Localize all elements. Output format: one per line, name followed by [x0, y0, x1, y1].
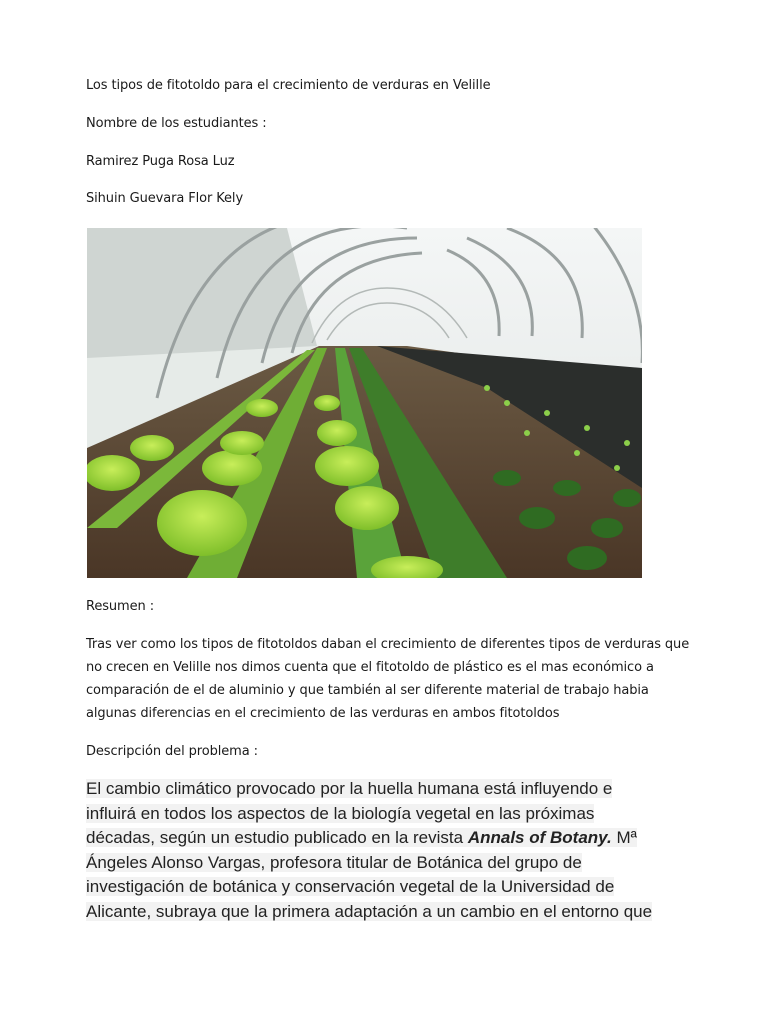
problem-line: El cambio climático provocado por la huella humana está influyendo e	[86, 779, 613, 798]
summary-paragraph	[86, 633, 690, 725]
problem-line: Alicante, subraya que la primera adaptación a un cambio en el entorno que	[86, 901, 653, 921]
document-title: Los tipos de fitotoldo para el crecimiento de verduras en Velille	[86, 78, 491, 93]
summary-label: Resumen :	[86, 599, 154, 614]
problem-label: Descripción del problema :	[86, 744, 258, 759]
journal-name: Annals of Botany.	[467, 828, 612, 847]
problem-line: investigación de botánica y conservación vegetal de la Universidad de	[86, 877, 615, 896]
problem-line-pre: décadas, según un estudio publicado en la revista	[86, 828, 468, 847]
student-name-2: Sihuin Guevara Flor Kely	[86, 191, 244, 206]
summary-line: comparación de el de aluminio y que también al ser diferente material de trabajo habia	[86, 683, 649, 698]
students-label: Nombre de los estudiantes :	[86, 116, 267, 131]
problem-line: Ángeles Alonso Vargas, profesora titular de Botánica del grupo de	[86, 852, 582, 872]
summary-line: no crecen en Velille nos dimos cuenta que el fitotoldo de plástico es el mas económico a	[86, 660, 654, 675]
problem-line: influirá en todos los aspectos de la biología vegetal en las próximas	[86, 803, 595, 823]
problem-line-post: Mª	[611, 828, 637, 847]
greenhouse-photo	[87, 228, 642, 578]
student-name-1: Ramirez Puga Rosa Luz	[86, 154, 235, 169]
summary-line: Tras ver como los tipos de fitotoldos daban el crecimiento de diferentes tipos de verduras que	[86, 637, 690, 652]
summary-line: algunas diferencias en el crecimiento de las verduras en ambos fitotoldos	[86, 706, 560, 721]
problem-paragraph	[86, 777, 686, 924]
